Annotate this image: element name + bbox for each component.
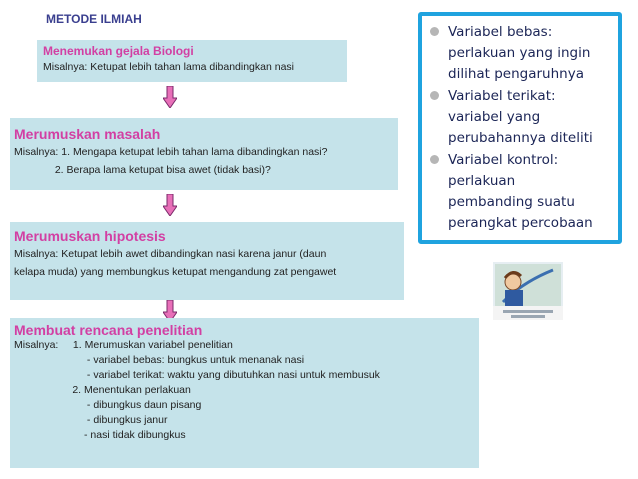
definition-text: perlakuan yang ingin bbox=[448, 45, 591, 61]
variable-definitions-box bbox=[418, 12, 622, 244]
definition-term: Variabel terikat: bbox=[448, 88, 556, 104]
step-box-1 bbox=[37, 40, 347, 82]
step-title: Membuat rencana penelitian bbox=[14, 322, 203, 338]
step-title: Menemukan gejala Biologi bbox=[43, 44, 194, 58]
definition-item bbox=[430, 22, 612, 85]
definition-text: perangkat percobaan bbox=[448, 215, 593, 231]
step-line: - dibungkus daun pisang bbox=[14, 399, 202, 411]
definition-term: Variabel bebas: bbox=[448, 24, 553, 40]
step-line: - variabel terikat: waktu yang dibutuhkan nasi untuk membusuk bbox=[14, 369, 380, 381]
step-line: Misalnya: Ketupat lebih awet dibandingkan nasi karena janur (daun bbox=[14, 248, 327, 260]
step-title: Merumuskan hipotesis bbox=[14, 228, 166, 244]
page-heading: METODE ILMIAH bbox=[46, 12, 142, 26]
step-line: - variabel bebas: bungkus untuk menanak nasi bbox=[14, 354, 305, 366]
definition-item bbox=[430, 150, 612, 234]
step-line: Misalnya: 1. Merumuskan variabel penelitian bbox=[14, 339, 233, 351]
definition-text: perubahannya diteliti bbox=[448, 130, 593, 146]
step-box-4 bbox=[10, 318, 479, 468]
scientist-clipart-icon bbox=[493, 262, 563, 320]
definition-text: perlakuan bbox=[448, 173, 516, 189]
bullet-icon bbox=[430, 27, 439, 36]
step-box-2 bbox=[10, 118, 398, 190]
step-line: 2. Menentukan perlakuan bbox=[14, 384, 191, 396]
definition-term: Variabel kontrol: bbox=[448, 152, 559, 168]
step-line: 2. Berapa lama ketupat bisa awet (tidak basi)? bbox=[14, 164, 271, 176]
step-line: kelapa muda) yang membungkus ketupat mengandung zat pengawet bbox=[14, 266, 337, 278]
step-line: - dibungkus janur bbox=[14, 414, 168, 426]
step-title: Merumuskan masalah bbox=[14, 126, 161, 142]
bullet-icon bbox=[430, 155, 439, 164]
step-line: Misalnya: 1. Mengapa ketupat lebih tahan lama dibandingkan nasi? bbox=[14, 146, 328, 158]
definition-text: variabel yang bbox=[448, 109, 541, 125]
down-arrow-icon bbox=[163, 194, 177, 216]
definition-text: dilihat pengaruhnya bbox=[448, 66, 584, 82]
definition-item bbox=[430, 86, 612, 149]
definition-text: pembanding suatu bbox=[448, 194, 575, 210]
step-line: - nasi tidak dibungkus bbox=[14, 429, 186, 441]
bullet-icon bbox=[430, 91, 439, 100]
step-line: Misalnya: Ketupat lebih tahan lama dibandingkan nasi bbox=[43, 61, 295, 73]
down-arrow-icon bbox=[163, 86, 177, 108]
step-box-3 bbox=[10, 222, 404, 300]
